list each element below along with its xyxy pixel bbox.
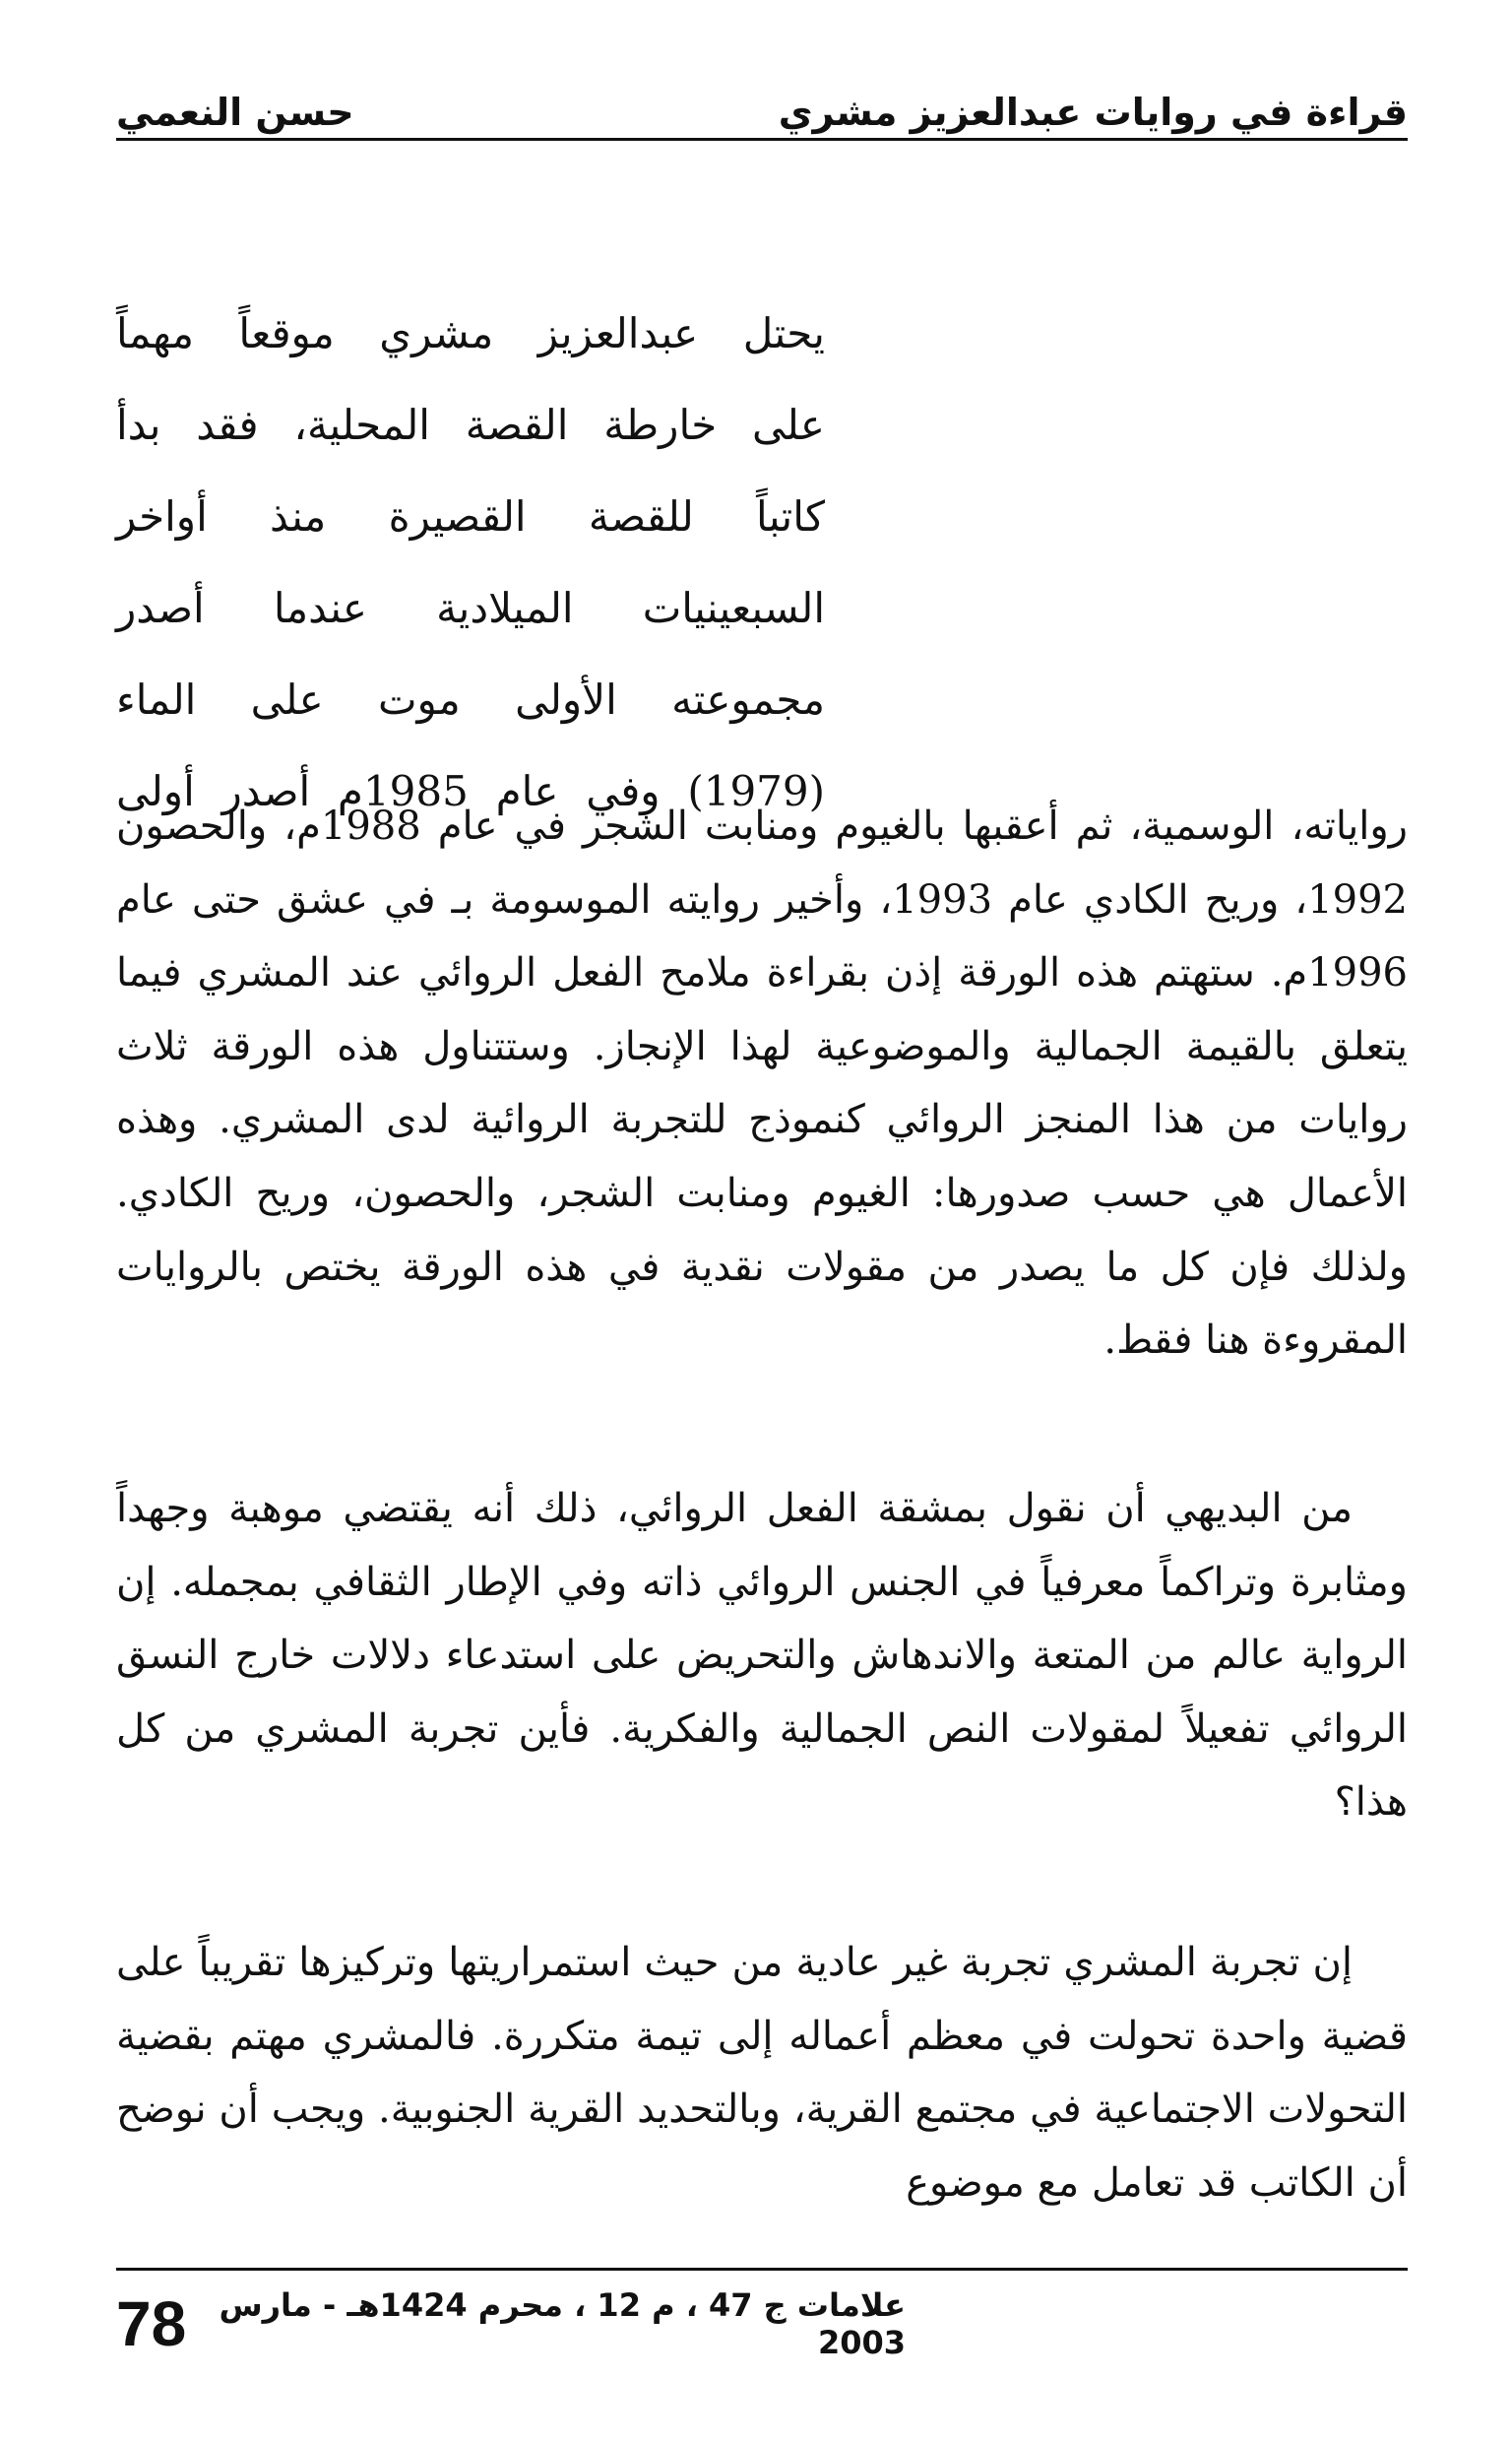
page-footer [116, 2284, 1408, 2363]
paragraph-text: إن تجربة المشري تجربة غير عادية من حيث استمراريتها وتركيزها تقريباً على قضية واحدة تحولت في معظم أعماله إلى تيمة متكررة. فالمشري مهتم بقضية التحولات الاجتماعية في مجتمع القرية، وبالتحديد القرية الجنوبية. ويجب أن نوضح أن الكاتب قد تعامل مع موضوع [116, 1940, 1408, 2206]
footer-divider [116, 2268, 1408, 2271]
intro-block [116, 288, 825, 837]
journal-citation: علامات ج 47 ، م 12 ، محرم 1424هـ - مارس 2003 [219, 2286, 906, 2361]
body-paragraph-1 [116, 790, 1408, 1378]
intro-line: يحتل عبدالعزيز مشري موقعاً مهماً [116, 309, 825, 357]
author-name: حسن النعمي [116, 91, 354, 134]
intro-line: (1979) وفي عام 1985م أصدر أولى [116, 767, 825, 815]
body-paragraph-3 [116, 1926, 1408, 2219]
page-number: 78 [116, 2288, 187, 2359]
body-paragraph-2 [116, 1472, 1408, 1839]
intro-line: السبعينيات الميلادية عندما أصدر [116, 584, 825, 632]
running-header [116, 65, 1408, 134]
intro-line: مجموعته الأولى موت على الماء [116, 675, 825, 724]
intro-line: على خارطة القصة المحلية، فقد بدأ [116, 401, 825, 449]
intro-line: كاتباً للقصة القصيرة منذ أواخر [116, 492, 825, 541]
book-title: قراءة في روايات عبدالعزيز مشري [778, 91, 1408, 134]
header-divider [116, 138, 1408, 141]
paragraph-text: رواياته، الوسمية، ثم أعقبها بالغيوم ومنابت الشجر في عام 1988م، والحصون 1992، وريح الكادي عام 1993، وأخير روايته الموسومة بـ في عشق حتى عام 1996م. ستهتم هذه الورقة إذن بقراءة ملامح الفعل الروائي عند المشري فيما يتعلق بالقيمة الجمالية والموضوعية لهذا الإنجاز. وستتناول هذه الورقة ثلاث روايات من هذا المنجز الروائي كنموذج للتجربة الروائية لدى المشري. وهذه الأعمال هي حسب صدورها: الغيوم ومنابت الشجر، والحصون، وريح الكادي. ولذلك فإن كل ما يصدر من مقولات نقدية في هذه الورقة يختص بالروايات المقروءة هنا فقط. [116, 803, 1408, 1364]
paragraph-text: من البديهي أن نقول بمشقة الفعل الروائي، ذلك أنه يقتضي موهبة وجهداً ومثابرة وتراكماً معرفياً في الجنس الروائي ذاته وفي الإطار الثقافي بمجمله. إن الرواية عالم من المتعة والاندهاش والتحريض على استدعاء دلالات خارج النسق الروائي تفعيلاً لمقولات النص الجمالية والفكرية. فأين تجربة المشري من كل هذا؟ [116, 1486, 1408, 1826]
